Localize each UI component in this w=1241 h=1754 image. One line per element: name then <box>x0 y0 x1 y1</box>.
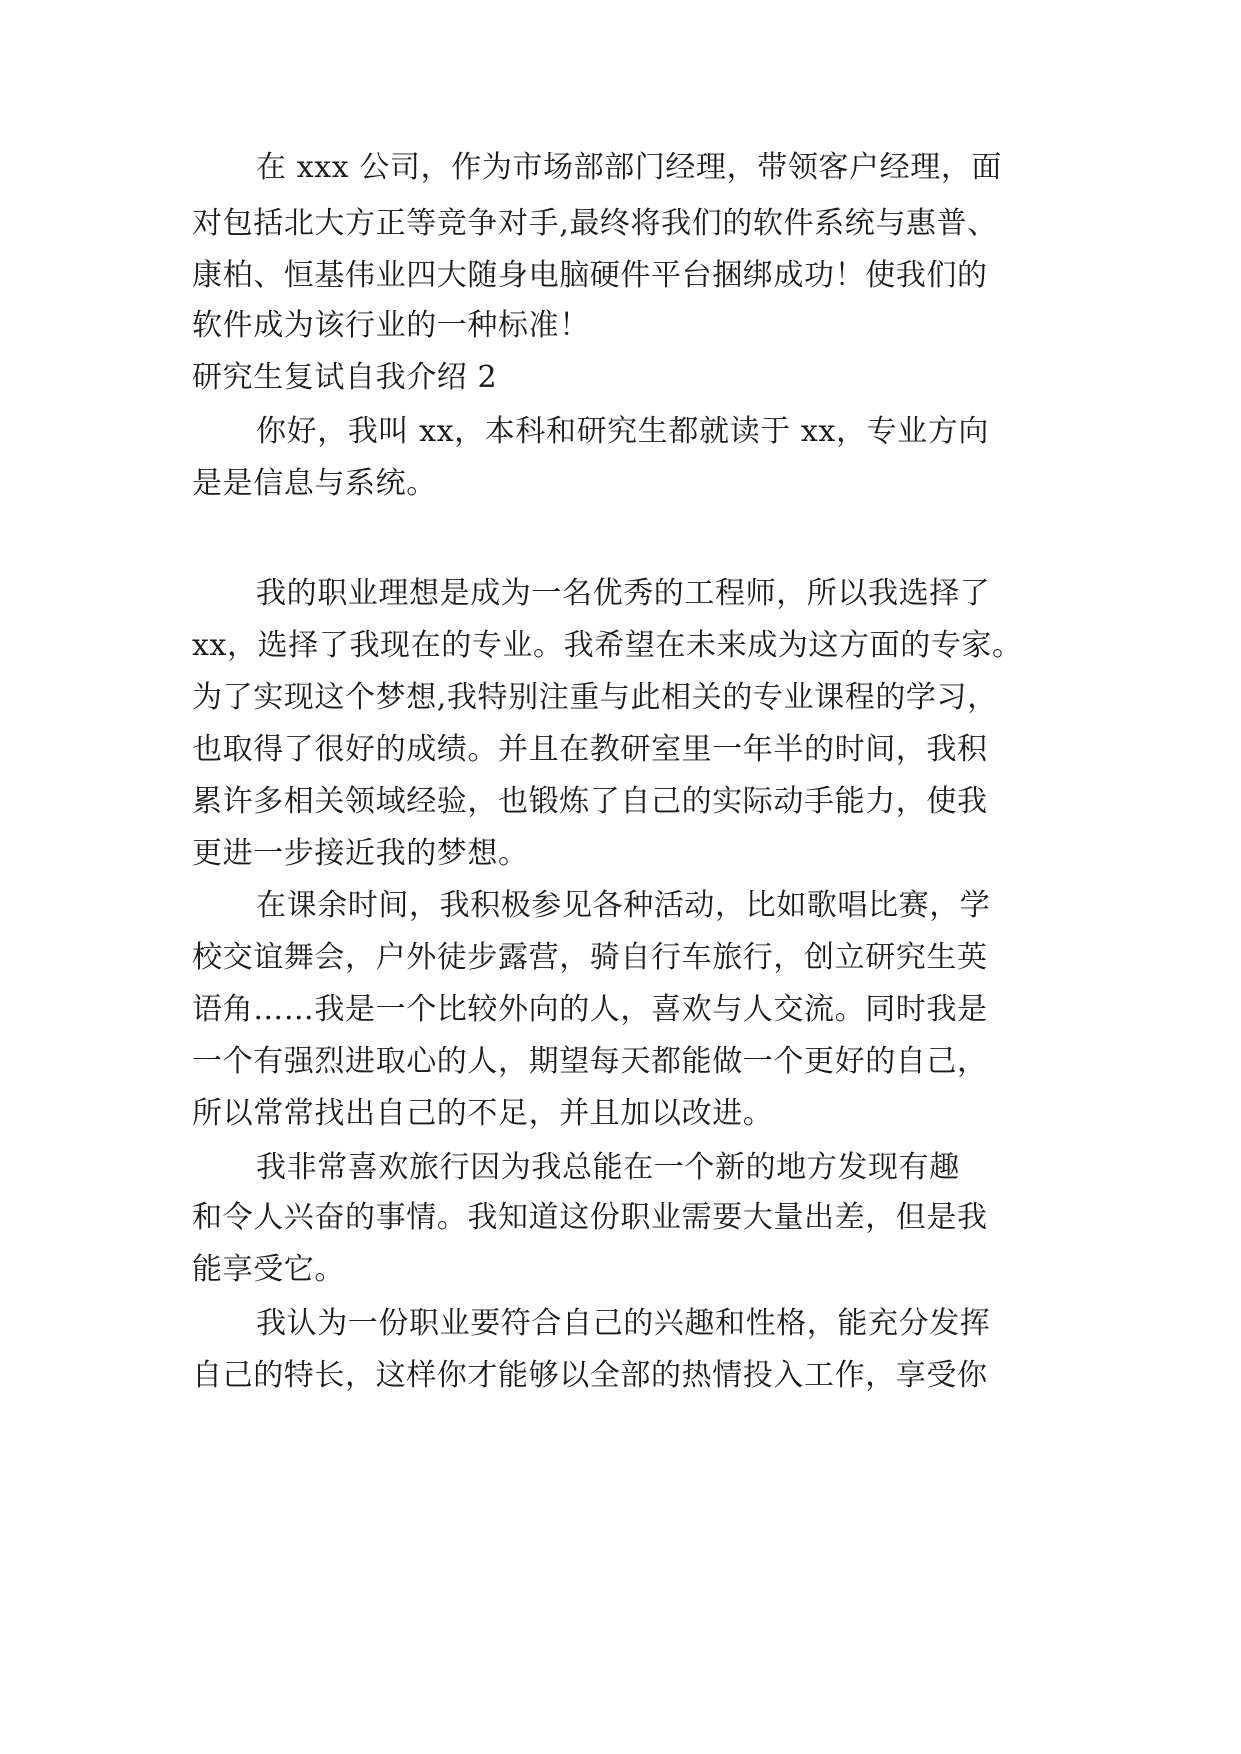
paragraph-line: 是是信息与系统。 <box>192 466 437 501</box>
paragraph-line: 能享受它。 <box>192 1252 345 1287</box>
paragraph-line: 你好，我叫 xx，本科和研究生都就读于 xx，专业方向 <box>256 414 989 449</box>
section-heading: 研究生复试自我介绍 2 <box>192 360 498 395</box>
paragraph-line: 我非常喜欢旅行因为我总能在一个新的地方发现有趣 <box>256 1150 960 1185</box>
paragraph-line: 和令人兴奋的事情。我知道这份职业需要大量出差，但是我 <box>192 1200 988 1235</box>
paragraph-line: xx，选择了我现在的专业。我希望在未来成为这方面的专家。 <box>192 628 1023 663</box>
paragraph-line: 我的职业理想是成为一名优秀的工程师，所以我选择了 <box>256 576 991 611</box>
paragraph-line: 软件成为该行业的一种标准！ <box>192 308 590 343</box>
paragraph-line: 我认为一份职业要符合自己的兴趣和性格，能充分发挥 <box>256 1306 991 1341</box>
paragraph-line: 累许多相关领域经验，也锻炼了自己的实际动手能力，使我 <box>192 784 988 819</box>
paragraph-line: 也取得了很好的成绩。并且在教研室里一年半的时间，我积 <box>192 732 988 767</box>
paragraph-line: 更进一步接近我的梦想。 <box>192 836 529 871</box>
paragraph-line: 康柏、恒基伟业四大随身电脑硬件平台捆绑成功！使我们的 <box>192 258 988 293</box>
paragraph-line: 校交谊舞会，户外徒步露营，骑自行车旅行，创立研究生英 <box>192 940 988 975</box>
paragraph-line: 一个有强烈进取心的人，期望每天都能做一个更好的自己， <box>192 1044 988 1079</box>
paragraph-line: 对包括北大方正等竞争对手,最终将我们的软件系统与惠普、 <box>192 206 998 241</box>
paragraph-line: 语角……我是一个比较外向的人，喜欢与人交流。同时我是 <box>192 992 988 1027</box>
paragraph-line: 为了实现这个梦想,我特别注重与此相关的专业课程的学习， <box>192 680 998 715</box>
paragraph-line: 在课余时间，我积极参见各种活动，比如歌唱比赛，学 <box>256 888 991 923</box>
paragraph-line: 自己的特长，这样你才能够以全部的热情投入工作，享受你 <box>192 1358 988 1393</box>
paragraph-line: 在 xxx 公司，作为市场部部门经理，带领客户经理，面 <box>256 150 1003 185</box>
paragraph-line: 所以常常找出自己的不足，并且加以改进。 <box>192 1096 774 1131</box>
